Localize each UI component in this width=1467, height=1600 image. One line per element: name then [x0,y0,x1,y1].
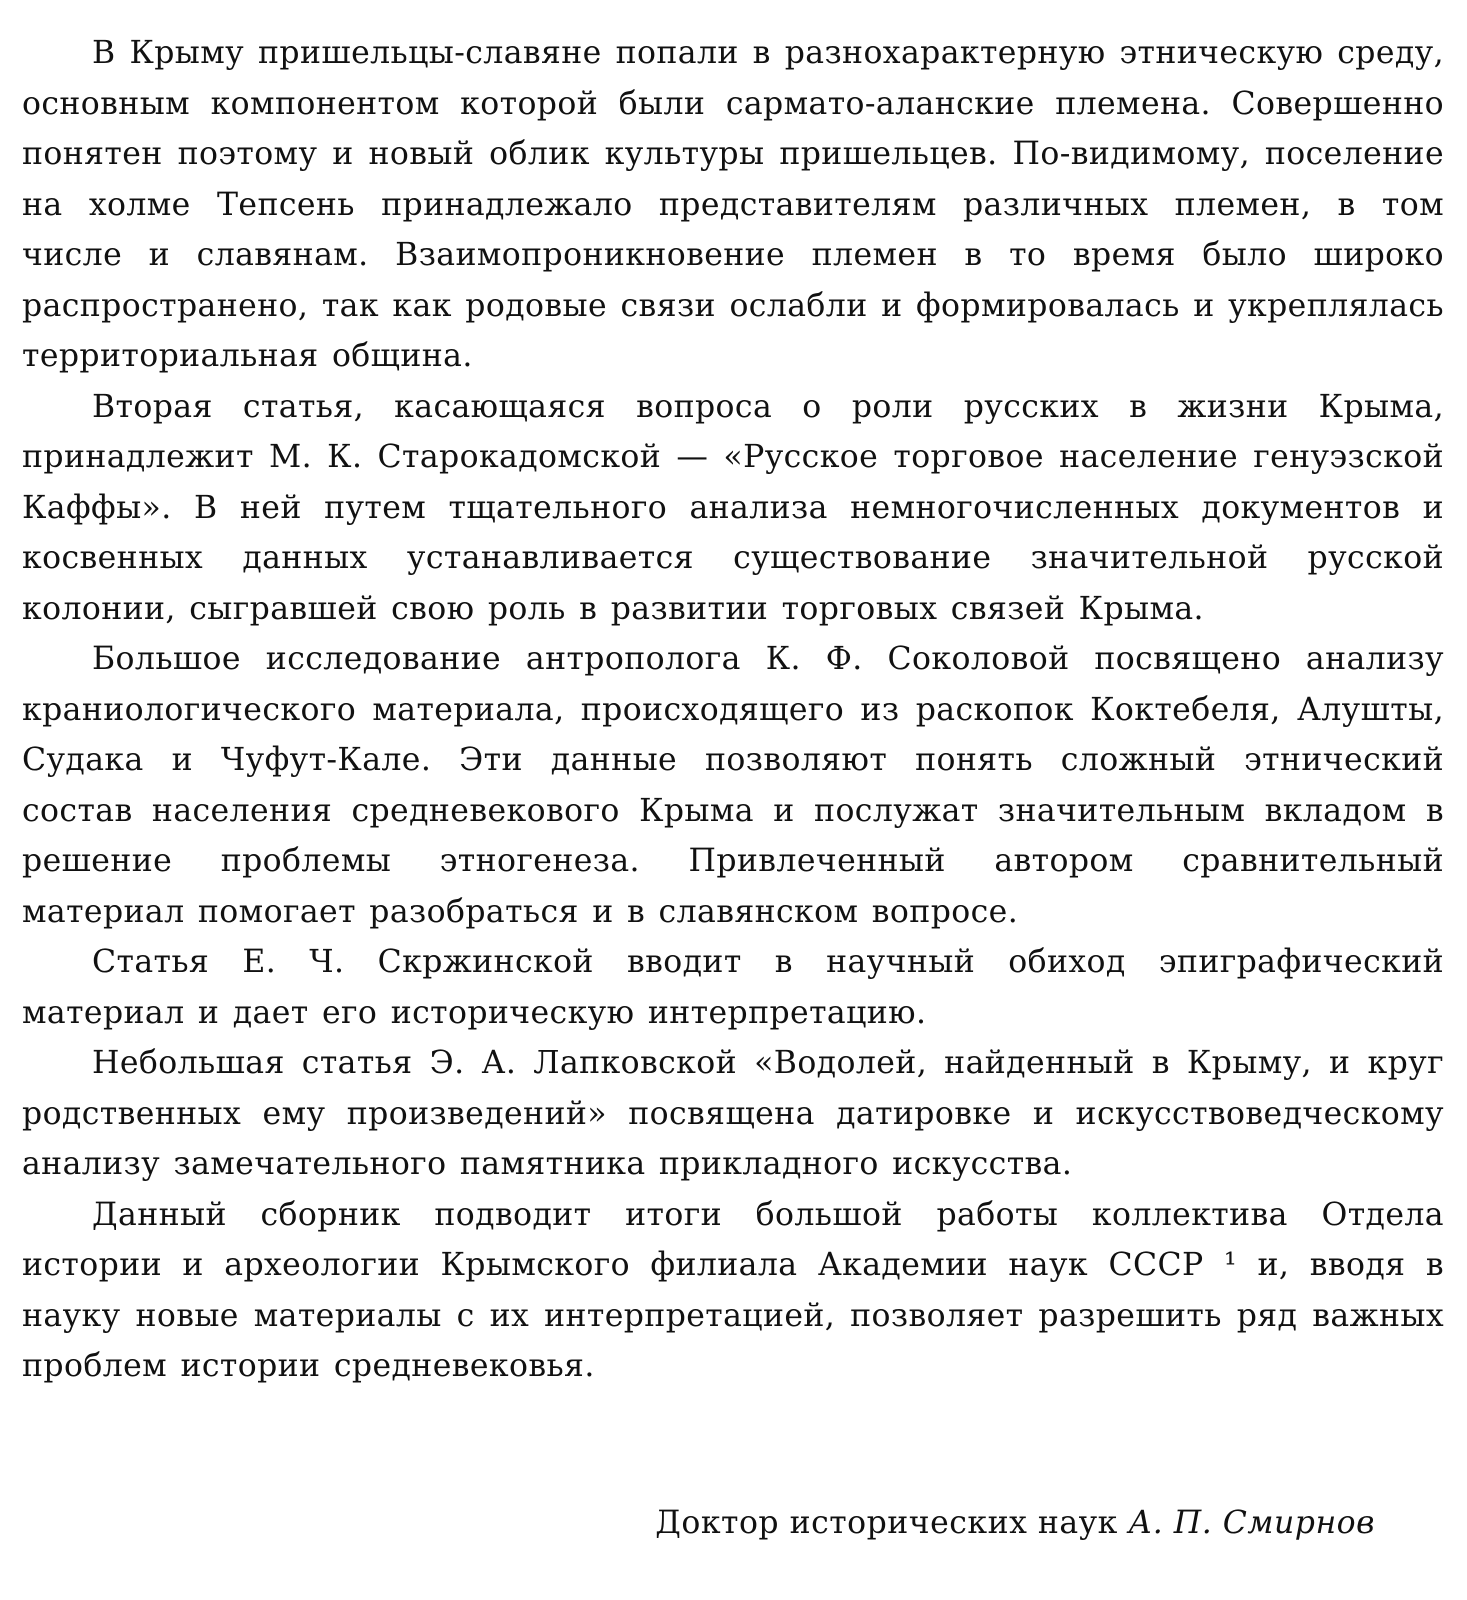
signature-title: Доктор исторических наук [655,1505,1118,1541]
signature [655,1498,1375,1548]
paragraph-sokolova-study: Большое исследование антрополога К. Ф. Соколовой посвящено анализу краниологического материала, происходящего из раскопок Коктебеля, Алушты, Судака и Чуфут-Кале. Эти данные позволяют понять сложный этнический состав населения средневекового Крыма и послужат значительным вкладом в решение проблемы этногенеза. Привлеченный автором сравнительный материал помогает разобраться и в славянском вопросе. [22,641,1444,930]
paragraph-skrzhinskaya-article: Статья Е. Ч. Скржинской вводит в научный обиход эпиграфический материал и дает его историческую интерпретацию. [22,944,1444,1031]
document-body [22,28,1444,1392]
paragraph-collection-summary: Данный сборник подводит итоги большой работы коллектива Отдела истории и археологии Крымского филиала Академии наук СССР ¹ и, вводя в науку новые материалы с их интерпретацией, позволяет разрешить ряд важных проблем истории средневековья. [22,1196,1444,1384]
paragraph-lapkovskaya-article: Небольшая статья Э. А. Лапковской «Водолей, найденный в Крыму, и круг родственных ему произведений» посвящена датировке и искусствоведческому анализу замечательного памятника прикладного искусства. [22,1045,1444,1182]
paragraph-slavs-in-crimea: В Крыму пришельцы-славяне попали в разнохарактерную этническую среду, основным компонентом которой были сармато-аланские племена. Совершенно понятен поэтому и новый облик культуры пришельцев. По-видимому, поселение на холме Тепсень принадлежало представителям различных племен, в том числе и славянам. Взаимопроникновение племен в то время было широко распространено, так как родовые связи ослабли и формировалась и укреплялась территориальная община. [22,35,1444,374]
signature-name: А. П. Смирнов [1128,1505,1375,1541]
paragraph-starokadomskaya-article: Вторая статья, касающаяся вопроса о роли русских в жизни Крыма, принадлежит М. К. Старокадомской — «Русское торговое население генуэзской Каффы». В ней путем тщательного анализа немногочисленных документов и косвенных данных устанавливается существование значительной русской колонии, сыгравшей свою роль в развитии торговых связей Крыма. [22,388,1444,627]
